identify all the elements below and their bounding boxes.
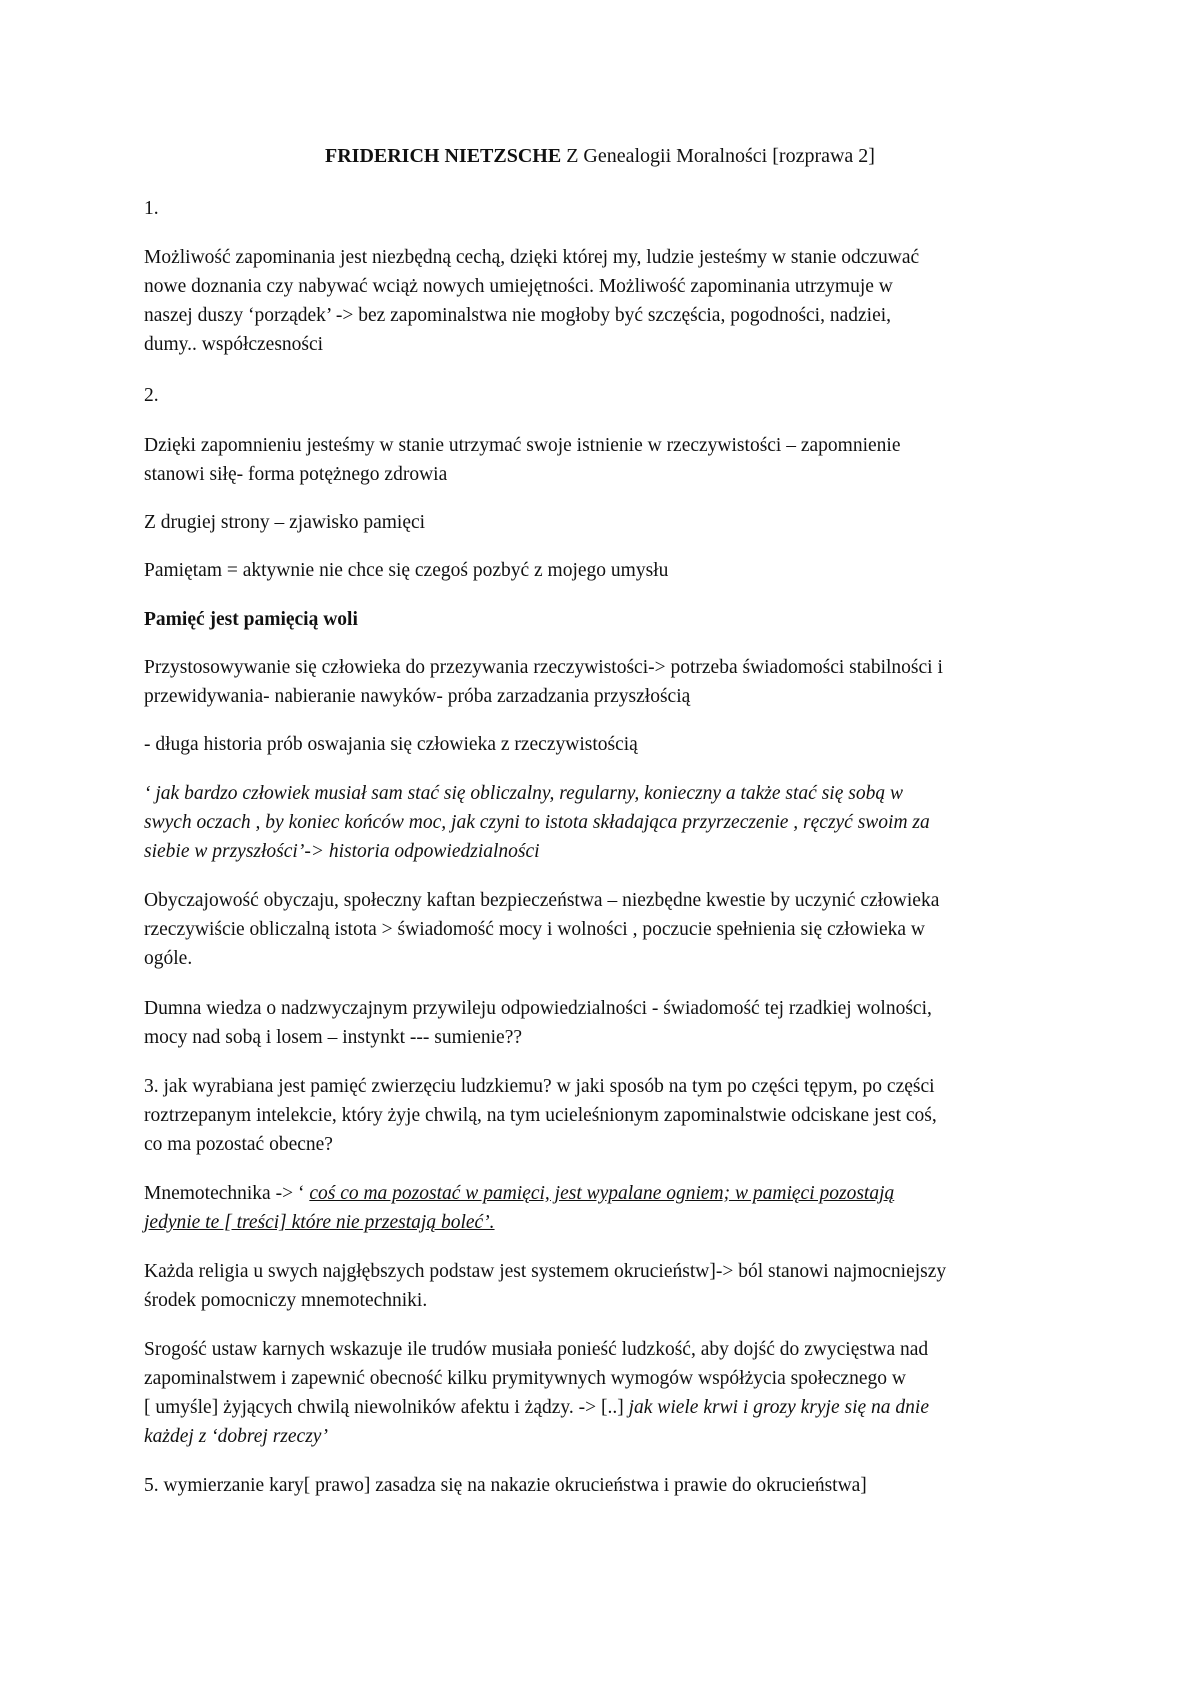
paragraph-11 xyxy=(144,1072,1074,1159)
italic-run: jak wiele krwi i grozy kryje się na dnie xyxy=(628,1397,929,1418)
section-number-1: 1. xyxy=(144,198,159,219)
paragraph-line: Dzięki zapomnieniu jesteśmy w stanie utrzymać swoje istnienie w rzeczywistości – zapomnienie xyxy=(144,435,901,456)
paragraph-line: swych oczach , by koniec końców moc, jak czyni to istota składająca przyrzeczenie , ręczyć swoim za xyxy=(144,812,930,833)
paragraph-line: Obyczajowość obyczaju, społeczny kaftan bezpieczeństwa – niezbędne kwestie by uczynić człowieka xyxy=(144,890,940,911)
paragraph-12 xyxy=(144,1179,1074,1237)
paragraph-1 xyxy=(144,243,1074,359)
paragraph-line: rzeczywiście obliczalną istota > świadomość mocy i wolności , poczucie spełnienia się człowieka w xyxy=(144,919,925,940)
paragraph-line: naszej duszy ‘porządek’ -> bez zapominalstwa nie mogłoby być szczęścia, pogodności, nadziei, xyxy=(144,305,892,326)
paragraph-line: dumy.. współczesności xyxy=(144,334,324,355)
underlined-quote: jedynie te [ treści] które nie przestają boleć’. xyxy=(144,1212,495,1233)
paragraph-line: roztrzepanym intelekcie, który żyje chwilą, na tym ucieleśnionym zapominalstwie odciskane jest coś, xyxy=(144,1105,937,1126)
mnemotechnika-prefix: Mnemotechnika -> ‘ xyxy=(144,1183,310,1204)
paragraph-line xyxy=(144,1393,1074,1422)
paragraph-10 xyxy=(144,994,1074,1052)
paragraph-line: przewidywania- nabieranie nawyków- próba zarzadzania przyszłością xyxy=(144,686,691,707)
title-author: FRIDERICH NIETZSCHE xyxy=(325,145,562,167)
paragraph-line: 3. jak wyrabiana jest pamięć zwierzęciu ludzkiemu? w jaki sposób na tym po części tępym, po części xyxy=(144,1076,935,1097)
paragraph-9 xyxy=(144,886,1074,973)
paragraph-15: 5. wymierzanie kary[ prawo] zasadza się na nakazie okrucieństwa i prawie do okrucieństwa] xyxy=(144,1475,867,1496)
quote-paragraph xyxy=(144,779,1074,866)
paragraph-line: Srogość ustaw karnych wskazuje ile trudów musiała ponieść ludzkość, aby dojść do zwycięstwa nad xyxy=(144,1339,929,1360)
paragraph-line: środek pomocniczy mnemotechniki. xyxy=(144,1290,428,1311)
paragraph-line: Każda religia u swych najgłębszych podstaw jest systemem okrucieństw]-> ból stanowi najmocniejszy xyxy=(144,1261,947,1282)
paragraph-6 xyxy=(144,653,1074,711)
title-work: Z Genealogii Moralności [rozprawa 2] xyxy=(561,145,875,167)
paragraph-2 xyxy=(144,431,1074,489)
paragraph-14 xyxy=(144,1335,1074,1451)
underlined-quote: coś co ma pozostać w pamięci, jest wypalane ogniem; w pamięci pozostają xyxy=(309,1183,895,1204)
paragraph-line: siebie w przyszłości’-> historia odpowiedzialności xyxy=(144,841,540,862)
paragraph-line: nowe doznania czy nabywać wciąż nowych umiejętności. Możliwość zapominania utrzymuje w xyxy=(144,276,893,297)
paragraph-line: co ma pozostać obecne? xyxy=(144,1134,333,1155)
paragraph-line: mocy nad sobą i losem – instynkt --- sumienie?? xyxy=(144,1027,523,1048)
paragraph-line: zapominalstwem i zapewnić obecność kilku prymitywnych wymogów współżycia społecznego w xyxy=(144,1368,906,1389)
section-number-2: 2. xyxy=(144,385,159,406)
paragraph-line: stanowi siłę- forma potężnego zdrowia xyxy=(144,464,448,485)
paragraph-line: ‘ jak bardzo człowiek musiał sam stać się obliczalny, regularny, konieczny a także stać się sobą w xyxy=(144,783,903,804)
paragraph-line: Przystosowywanie się człowieka do przezywania rzeczywistości-> potrzeba świadomości stabilności i xyxy=(144,657,943,678)
paragraph-line: ogóle. xyxy=(144,948,193,969)
paragraph-13 xyxy=(144,1257,1074,1315)
paragraph-4: Pamiętam = aktywnie nie chce się czegoś pozbyć z mojego umysłu xyxy=(144,560,669,581)
bold-heading: Pamięć jest pamięcią woli xyxy=(144,609,358,630)
paragraph-line: Dumna wiedza o nadzwyczajnym przywileju odpowiedzialności - świadomość tej rzadkiej wolności, xyxy=(144,998,932,1019)
paragraph-3: Z drugiej strony – zjawisko pamięci xyxy=(144,512,426,533)
paragraph-line xyxy=(144,1179,1074,1208)
paragraph-7: - długa historia prób oswajania się człowieka z rzeczywistością xyxy=(144,734,638,755)
text-run: [ umyśle] żyjących chwilą niewolników afektu i żądzy. -> [..] xyxy=(144,1397,629,1418)
paragraph-line: Możliwość zapominania jest niezbędną cechą, dzięki której my, ludzie jesteśmy w stanie odczuwać xyxy=(144,247,920,268)
paragraph-line: każdej z ‘dobrej rzeczy’ xyxy=(144,1426,328,1447)
document-title xyxy=(0,142,1200,171)
